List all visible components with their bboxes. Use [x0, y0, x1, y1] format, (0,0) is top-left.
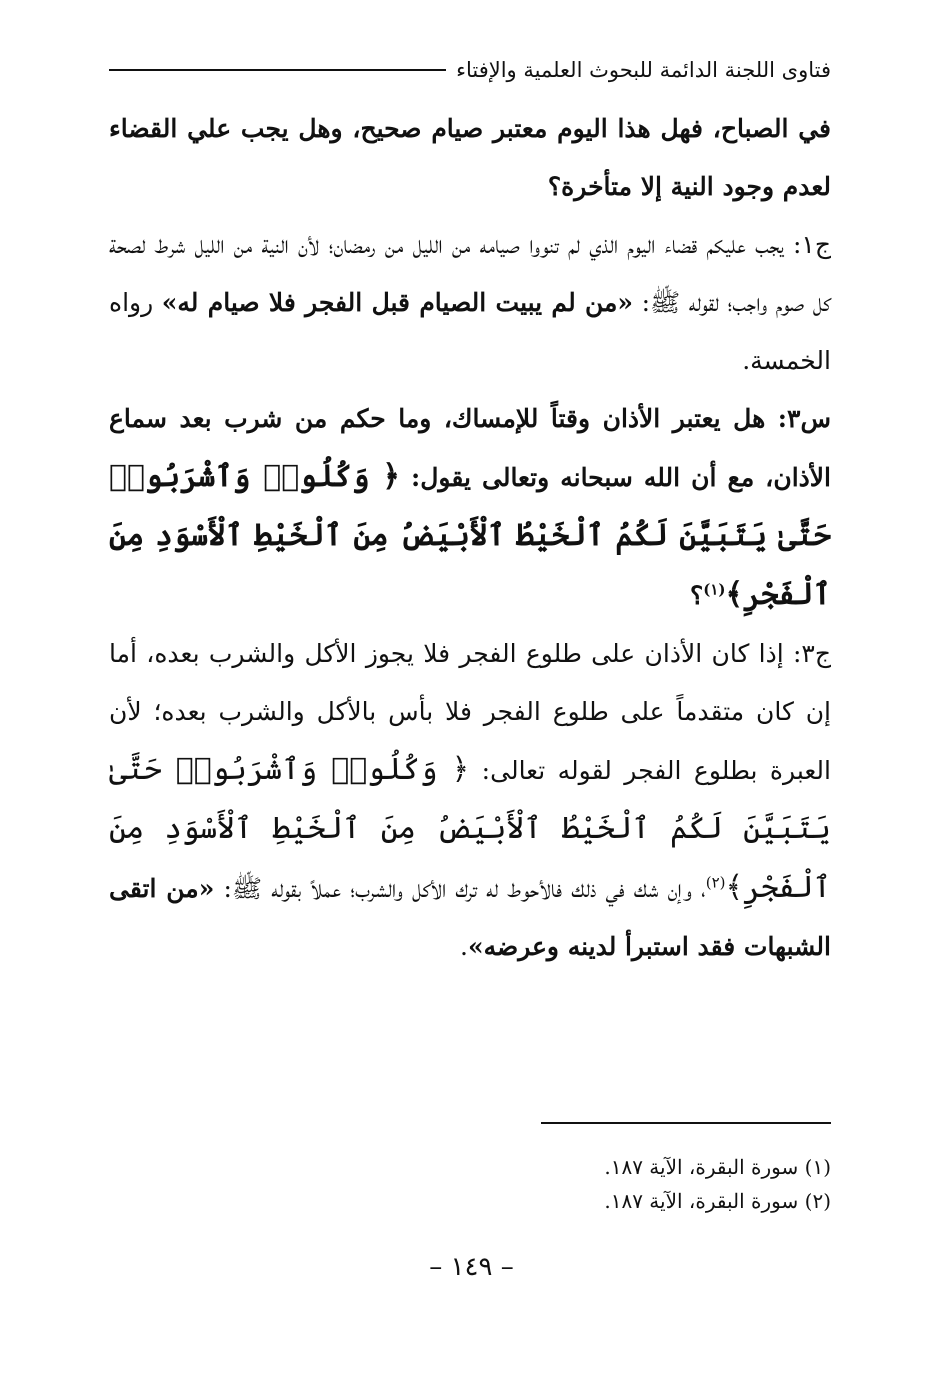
answer-1 [109, 216, 831, 390]
running-header [109, 50, 831, 90]
answer-1-hadith: «من لم يبيت الصيام قبل الفجر فلا صيام له» [161, 288, 634, 317]
question-3 [109, 390, 831, 625]
footnote-separator [541, 1122, 831, 1124]
answer-3-text: ج٣: إذا كان الأذان على طلوع الفجر فلا يجوز الأكل والشرب بعده، أما إن كان متقدماً على طلوع الفجر فلا بأس بالأكل والشرب بعده؛ لأن العبرة بطلوع الفجر لقوله تعالى: [109, 639, 831, 785]
header-title: فتاوى اللجنة الدائمة للبحوث العلمية والإفتاء [456, 58, 831, 82]
page-number: – ١٤٩ – [429, 1252, 514, 1282]
question-3-quran-verse: ﴿ وَكُلُوا۟ وَٱشْرَبُوا۟ حَتَّىٰ يَتَبَيَّنَ لَكُمُ ٱلْخَيْطُ ٱلْأَبْيَضُ مِنَ ٱلْخَيْطِ ٱلْأَسْوَدِ مِنَ ٱلْفَجْرِ﴾ [109, 459, 831, 612]
answer-1-text: ج١: يجب عليكم قضاء اليوم الذي لم تنووا صيامه من الليل من رمضان؛ لأن النية من الليل شرط لصحة كل صوم واجب؛ لقوله ﷺ: [109, 230, 832, 317]
footnote-ref-1: (١) [703, 580, 726, 599]
answer-3-end: . [460, 932, 468, 961]
footnotes [109, 1150, 831, 1218]
footnote-ref-2: (٢) [705, 873, 726, 892]
header-rule [109, 69, 446, 71]
answer-3-quran-verse: ﴿ وَكُلُوا۟ وَٱشْرَبُوا۟ حَتَّىٰ يَتَبَيَّنَ لَكُمُ ٱلْخَيْطُ ٱلْأَبْيَضُ مِنَ ٱلْخَيْطِ ٱلْأَسْوَدِ مِنَ ٱلْفَجْرِ﴾ [109, 752, 831, 905]
main-text [109, 100, 831, 976]
footnote-1: (١) سورة البقرة، الآية ١٨٧. [604, 1155, 831, 1179]
question-2-continuation: في الصباح، فهل هذا اليوم معتبر صيام صحيح، وهل يجب علي القضاء لعدم وجود النية إلا متأخرة؟ [109, 114, 831, 201]
footnote-2: (٢) سورة البقرة، الآية ١٨٧. [604, 1189, 831, 1213]
question-3-text: س٣: هل يعتبر الأذان وقتاً للإمساك، وما حكم من شرب بعد سماع الأذان، مع أن الله سبحانه وتعالى يقول: [109, 404, 831, 492]
question-3-end: ؟ [689, 581, 704, 610]
answer-3-middle: ، وإن شك في ذلك فالأحوط له ترك الأكل والشرب؛ عملاً بقوله ﷺ: [214, 874, 706, 903]
answer-3 [109, 625, 831, 976]
answer-3-hadith: «من اتقى الشبهات فقد استبرأ لدينه وعرضه» [109, 874, 831, 961]
answer-1-end: رواه الخمسة. [109, 288, 831, 375]
